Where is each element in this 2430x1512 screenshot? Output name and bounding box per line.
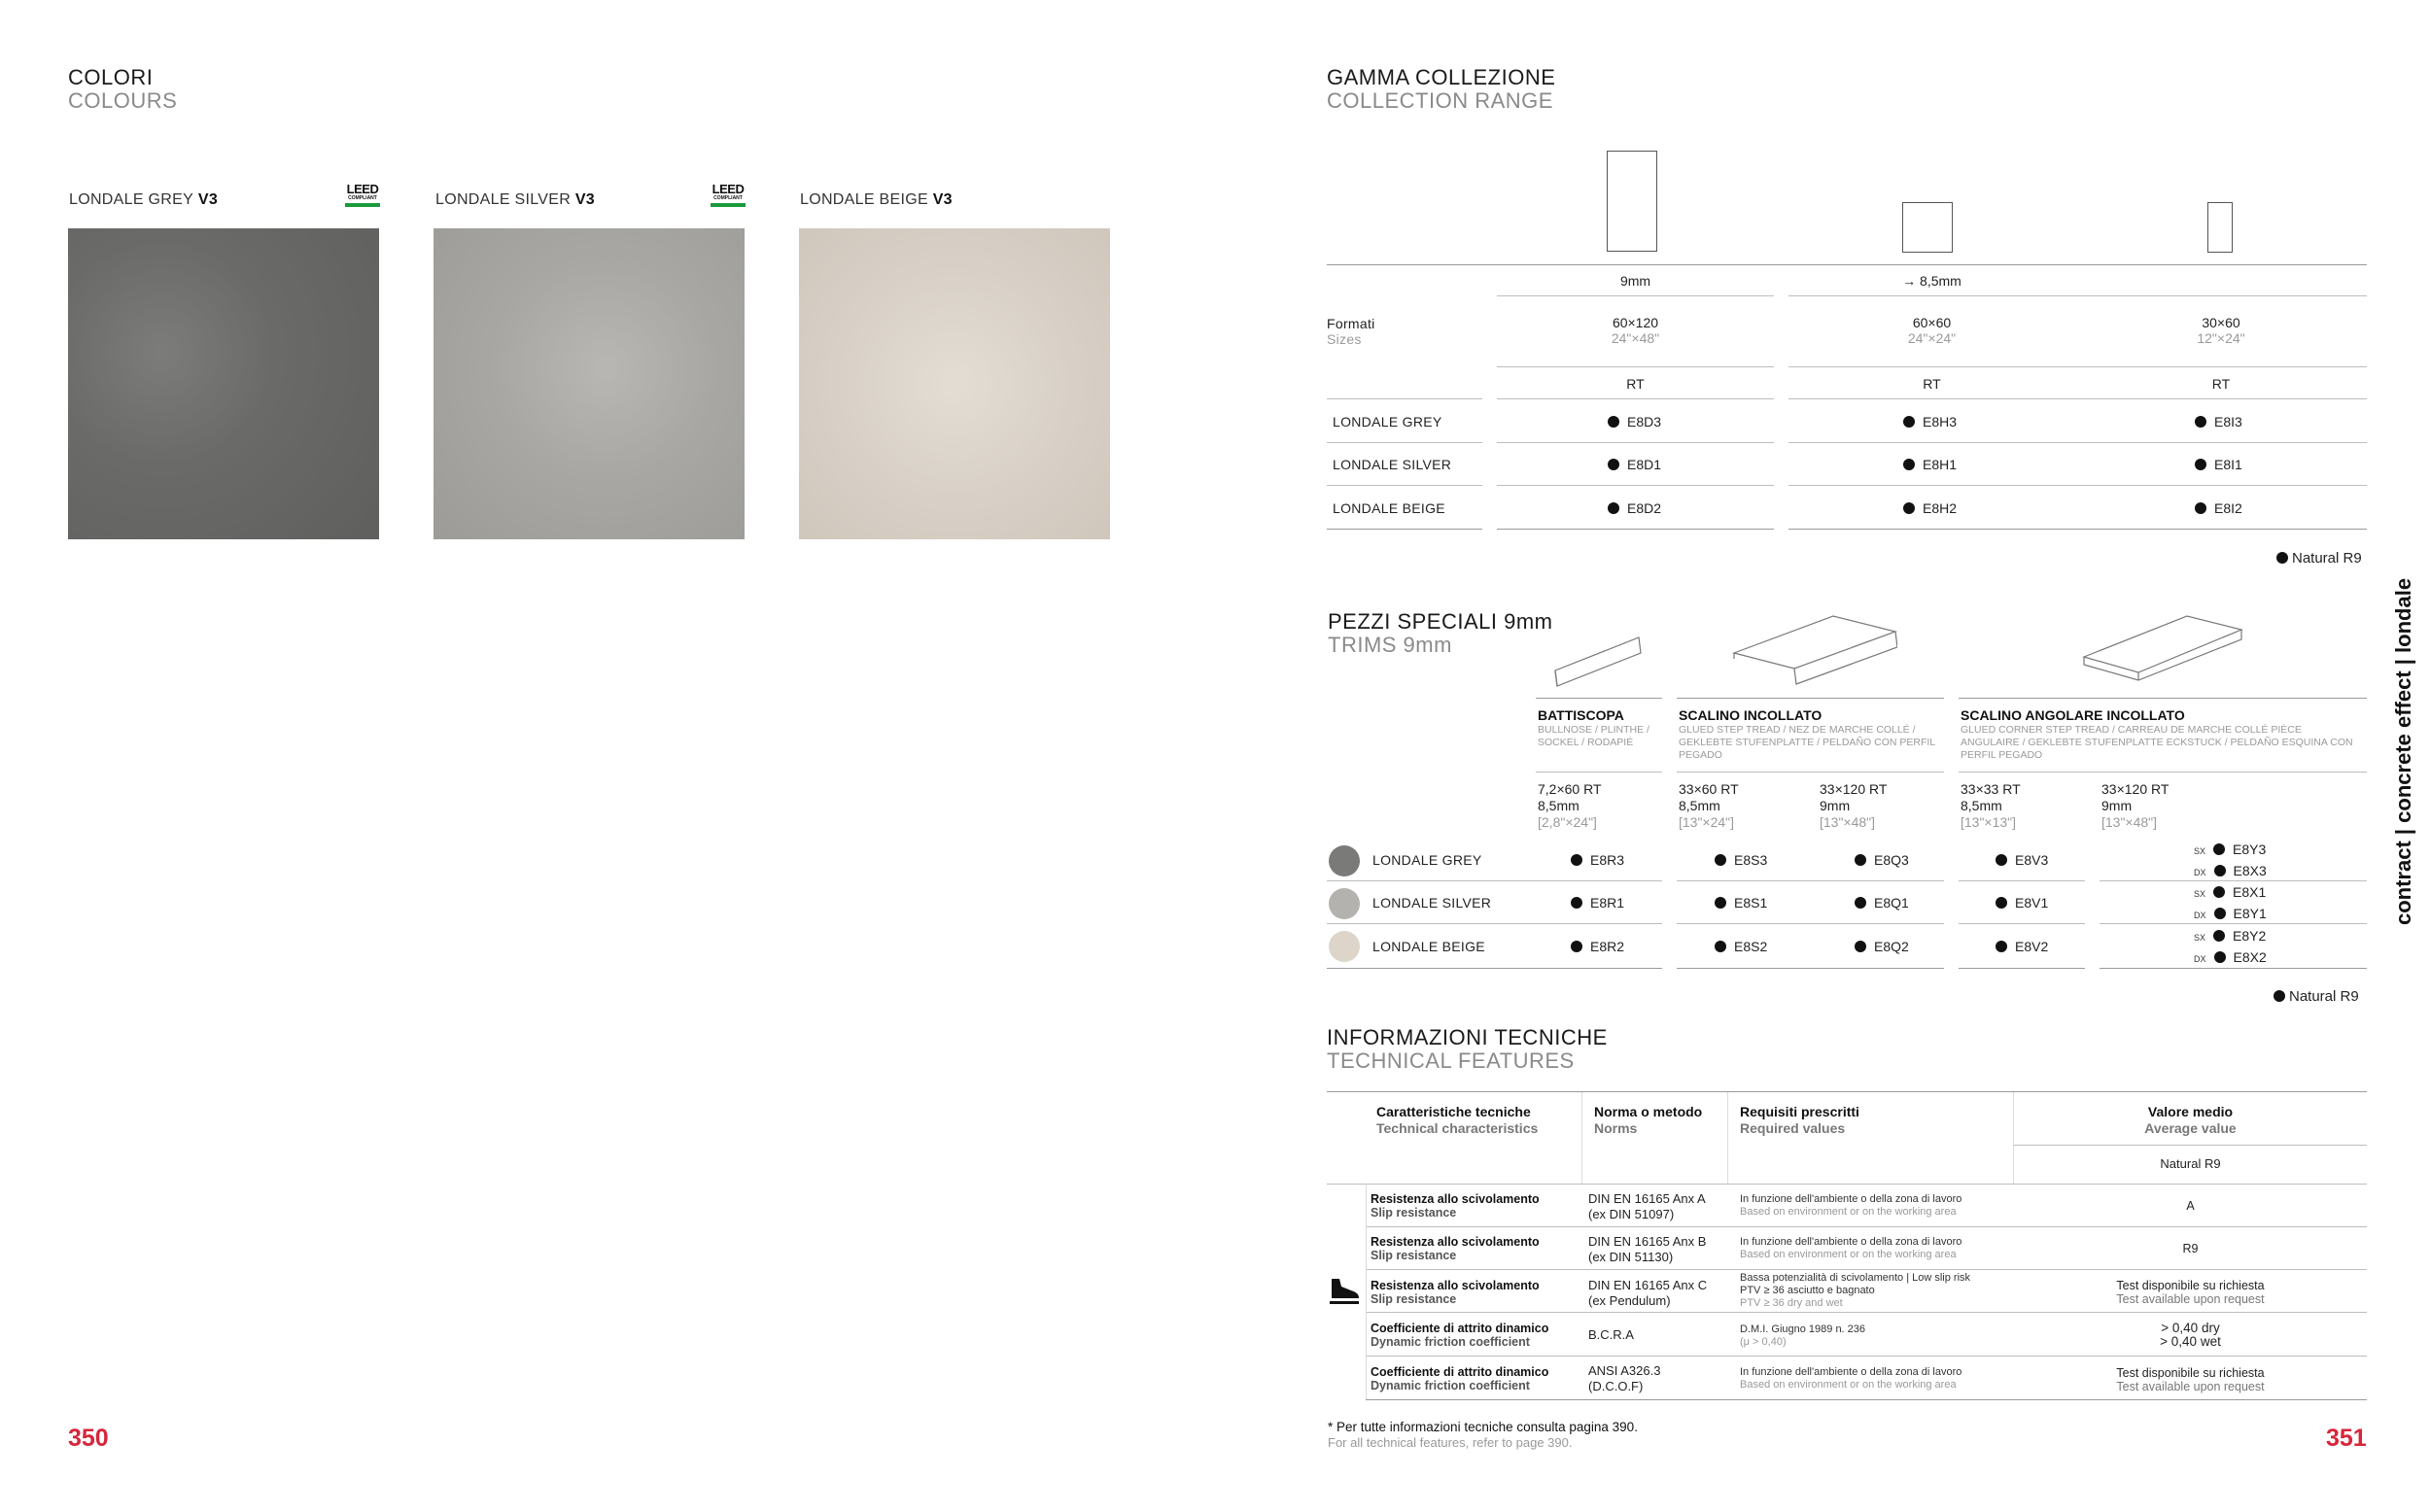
format-30x60-icon bbox=[2207, 202, 2233, 253]
leed-badge: LEED COMPLIANT bbox=[711, 183, 746, 207]
range-row-label: LONDALE GREY bbox=[1333, 414, 1442, 430]
range-subtitle: COLLECTION RANGE bbox=[1327, 88, 1553, 113]
trim-code: E8Q2 bbox=[1855, 939, 1909, 954]
dot-icon bbox=[1855, 854, 1866, 866]
trim-code-dx: DX E8X2 bbox=[2194, 949, 2267, 965]
tech-char: Resistenza allo scivolamento Slip resistance bbox=[1371, 1192, 1540, 1220]
thickness-9mm: 9mm bbox=[1619, 273, 1651, 289]
dot-icon bbox=[2214, 951, 2226, 963]
trim-size: 33×120 RT 9mm [13"×48"] bbox=[1820, 781, 1888, 830]
dot-icon bbox=[1903, 502, 1915, 514]
tech-char: Resistenza allo scivolamento Slip resistance bbox=[1371, 1279, 1540, 1306]
tech-val: Test disponibile su richiesta Test available upon request bbox=[2116, 1366, 2265, 1393]
edge-rt: RT bbox=[1626, 376, 1645, 392]
format-30x60: 30×60 12"×24" bbox=[2197, 315, 2245, 346]
tech-val: R9 bbox=[2182, 1242, 2199, 1255]
trim-row-label: LONDALE SILVER bbox=[1372, 895, 1492, 911]
page-number-left: 350 bbox=[68, 1425, 109, 1452]
dot-icon bbox=[2274, 990, 2285, 1002]
range-code: E8I2 bbox=[2195, 500, 2242, 516]
trim-code: E8V1 bbox=[1996, 895, 2048, 911]
corner-step-illustration bbox=[2080, 612, 2245, 688]
trim-code: E8Q1 bbox=[1855, 895, 1909, 911]
trims-subtitle: TRIMS 9mm bbox=[1328, 633, 1452, 657]
trim-desc-bullnose: BULLNOSE / PLINTHE / SOCKEL / RODAPIÉ bbox=[1538, 724, 1649, 748]
tech-header-req: Requisiti prescritti Required values bbox=[1740, 1104, 1859, 1136]
format-60x120-icon bbox=[1607, 151, 1657, 252]
dot-icon bbox=[2195, 416, 2206, 428]
tech-req: In funzione dell'ambiente o della zona di lavoro Based on environment or on the working area bbox=[1740, 1193, 1962, 1218]
range-title: GAMMA COLLEZIONE bbox=[1327, 65, 1556, 89]
tech-char: Coefficiente di attrito dinamico Dynamic friction coefficient bbox=[1371, 1322, 1549, 1349]
trim-code-sx: SX E8Y2 bbox=[2194, 928, 2267, 944]
dot-icon bbox=[2195, 502, 2206, 514]
dot-icon bbox=[1608, 416, 1619, 428]
colour-chip-beige bbox=[1329, 931, 1360, 962]
dot-icon bbox=[1715, 941, 1726, 952]
edge-rt: RT bbox=[2211, 376, 2231, 392]
trim-title-step: SCALINO INCOLLATO bbox=[1679, 707, 1822, 723]
dot-icon bbox=[1996, 941, 2007, 952]
swatch-label-silver: LONDALE SILVER V3 bbox=[435, 191, 595, 208]
range-code: E8D2 bbox=[1608, 500, 1661, 516]
tech-char: Coefficiente di attrito dinamico Dynamic friction coefficient bbox=[1371, 1365, 1549, 1392]
trim-code-sx: SX E8X1 bbox=[2194, 884, 2267, 900]
swatch-silver bbox=[434, 228, 745, 539]
trim-code: E8V3 bbox=[1996, 852, 2048, 868]
trim-code: E8V2 bbox=[1996, 939, 2048, 954]
trim-code: E8R1 bbox=[1571, 895, 1624, 911]
tech-req: In funzione dell'ambiente o della zona di lavoro Based on environment or on the working area bbox=[1740, 1366, 1962, 1391]
trim-title-corner-step: SCALINO ANGOLARE INCOLLATO bbox=[1961, 707, 2185, 723]
dot-icon bbox=[1855, 897, 1866, 909]
range-row-label: LONDALE BEIGE bbox=[1333, 500, 1445, 516]
trim-size: 33×60 RT 8,5mm [13"×24"] bbox=[1679, 781, 1739, 830]
dot-icon bbox=[2276, 552, 2288, 564]
dot-icon bbox=[2213, 930, 2225, 942]
dot-icon bbox=[2214, 865, 2226, 876]
tech-header-val: Valore medio Average value bbox=[2144, 1104, 2237, 1136]
colour-chip-silver bbox=[1329, 888, 1360, 919]
dot-icon bbox=[2213, 843, 2225, 855]
shoe-icon bbox=[1328, 1273, 1361, 1306]
footnote-en: For all technical features, refer to page 390. bbox=[1328, 1435, 1573, 1450]
tech-req: Bassa potenzialità di scivolamento | Low slip risk PTV ≥ 36 asciutto e bagnato PTV ≥ 36 dry and wet bbox=[1740, 1272, 1971, 1309]
swatch-grey bbox=[68, 228, 379, 539]
tech-norm: DIN EN 16165 Anx C (ex Pendulum) bbox=[1588, 1278, 1708, 1308]
trim-code: E8S2 bbox=[1715, 939, 1767, 954]
dot-icon bbox=[1571, 941, 1582, 952]
footnote: * Per tutte informazioni tecniche consulta pagina 390. bbox=[1328, 1420, 1638, 1434]
dot-icon bbox=[1855, 941, 1866, 952]
dot-icon bbox=[1903, 416, 1915, 428]
dot-icon bbox=[1571, 854, 1582, 866]
tech-norm: DIN EN 16165 Anx B (ex DIN 51130) bbox=[1588, 1234, 1707, 1264]
tech-header-char: Caratteristiche tecniche Technical characteristics bbox=[1376, 1104, 1539, 1136]
dot-icon bbox=[1996, 897, 2007, 909]
format-60x60: 60×60 24"×24" bbox=[1907, 315, 1957, 346]
swatch-label-beige: LONDALE BEIGE V3 bbox=[800, 191, 953, 208]
format-60x120: 60×120 24"×48" bbox=[1611, 315, 1660, 346]
trim-code: E8R3 bbox=[1571, 852, 1624, 868]
range-code: E8H3 bbox=[1903, 414, 1957, 430]
dot-icon bbox=[1996, 854, 2007, 866]
range-code: E8I3 bbox=[2195, 414, 2242, 430]
tech-req: In funzione dell'ambiente o della zona di lavoro Based on environment or on the working area bbox=[1740, 1236, 1962, 1260]
section-side-label: contract | concrete effect | londale bbox=[2391, 577, 2415, 925]
dot-icon bbox=[2195, 459, 2206, 470]
range-code: E8D1 bbox=[1608, 457, 1661, 472]
range-row-label: LONDALE SILVER bbox=[1333, 457, 1452, 472]
swatch-label-grey: LONDALE GREY V3 bbox=[69, 191, 219, 208]
colour-chip-grey bbox=[1329, 845, 1360, 876]
range-code: E8H2 bbox=[1903, 500, 1957, 516]
trim-code-dx: DX E8X3 bbox=[2194, 863, 2267, 878]
tech-char: Resistenza allo scivolamento Slip resistance bbox=[1371, 1235, 1540, 1262]
tech-norm: B.C.R.A bbox=[1588, 1327, 1634, 1342]
trim-row-label: LONDALE BEIGE bbox=[1372, 939, 1485, 954]
tech-title: INFORMAZIONI TECNICHE bbox=[1327, 1025, 1608, 1049]
tech-subtitle: TECHNICAL FEATURES bbox=[1327, 1048, 1575, 1073]
trims-title: PEZZI SPECIALI 9mm bbox=[1328, 609, 1553, 634]
tech-header-norm: Norma o metodo Norms bbox=[1594, 1104, 1703, 1136]
trim-row-label: LONDALE GREY bbox=[1372, 852, 1482, 868]
range-code: E8D3 bbox=[1608, 414, 1661, 430]
trim-size: 7,2×60 RT 8,5mm [2,8"×24"] bbox=[1538, 781, 1602, 830]
dot-icon bbox=[2214, 908, 2226, 919]
range-code: E8H1 bbox=[1903, 457, 1957, 472]
trim-desc-corner-step: GLUED CORNER STEP TREAD / CARREAU DE MARCHE COLLÉ PIÈCE ANGULAIRE / GEKLEBTE STUFENPLATTE ECKSTUCK / PELDAÑO ESQUINA CON PERFIL PEGADO bbox=[1961, 724, 2353, 761]
dot-icon bbox=[1903, 459, 1915, 470]
colours-subtitle: COLOURS bbox=[68, 88, 178, 113]
dot-icon bbox=[2213, 886, 2225, 898]
tech-norm: DIN EN 16165 Anx A (ex DIN 51097) bbox=[1588, 1191, 1706, 1221]
dot-icon bbox=[1608, 502, 1619, 514]
dot-icon bbox=[1608, 459, 1619, 470]
trim-size: 33×120 RT 9mm [13"×48"] bbox=[2101, 781, 2170, 830]
trim-code: E8S3 bbox=[1715, 852, 1767, 868]
trim-code-dx: DX E8Y1 bbox=[2194, 906, 2267, 921]
formats-label: Formati Sizes bbox=[1327, 316, 1375, 347]
tech-val: Test disponibile su richiesta Test available upon request bbox=[2116, 1279, 2265, 1306]
range-legend: Natural R9 bbox=[2276, 550, 2362, 567]
trim-code-sx: SX E8Y3 bbox=[2194, 842, 2267, 857]
leed-badge: LEED COMPLIANT bbox=[345, 183, 380, 207]
trim-code: E8Q3 bbox=[1855, 852, 1909, 868]
tech-header-val-sub: Natural R9 bbox=[2160, 1156, 2221, 1171]
tech-req: D.M.I. Giugno 1989 n. 236 (μ > 0,40) bbox=[1740, 1323, 1866, 1348]
dot-icon bbox=[1571, 897, 1582, 909]
step-tread-illustration bbox=[1732, 612, 1897, 688]
bullnose-illustration bbox=[1553, 634, 1643, 690]
page-number-right: 351 bbox=[2326, 1425, 2367, 1452]
dot-icon bbox=[1715, 854, 1726, 866]
trim-code: E8S1 bbox=[1715, 895, 1767, 911]
tech-val: > 0,40 dry > 0,40 wet bbox=[2160, 1321, 2221, 1349]
trims-legend: Natural R9 bbox=[2274, 988, 2359, 1005]
dot-icon bbox=[1715, 897, 1726, 909]
range-code: E8I1 bbox=[2195, 457, 2242, 472]
trim-code: E8R2 bbox=[1571, 939, 1624, 954]
swatch-beige bbox=[799, 228, 1110, 539]
colours-title: COLORI bbox=[68, 65, 154, 89]
trim-title-bullnose: BATTISCOPA bbox=[1538, 707, 1624, 723]
thickness-8-5mm: → 8,5mm bbox=[1902, 273, 1961, 289]
format-60x60-icon bbox=[1902, 202, 1953, 253]
edge-rt: RT bbox=[1923, 376, 1941, 392]
tech-val: A bbox=[2186, 1199, 2195, 1213]
trim-desc-step: GLUED STEP TREAD / NEZ DE MARCHE COLLÉ / GEKLEBTE STUFENPLATTE / PELDAÑO CON PERFIL PEGADO bbox=[1679, 724, 1935, 761]
tech-norm: ANSI A326.3 (D.C.O.F) bbox=[1588, 1363, 1661, 1393]
trim-size: 33×33 RT 8,5mm [13"×13"] bbox=[1961, 781, 2021, 830]
